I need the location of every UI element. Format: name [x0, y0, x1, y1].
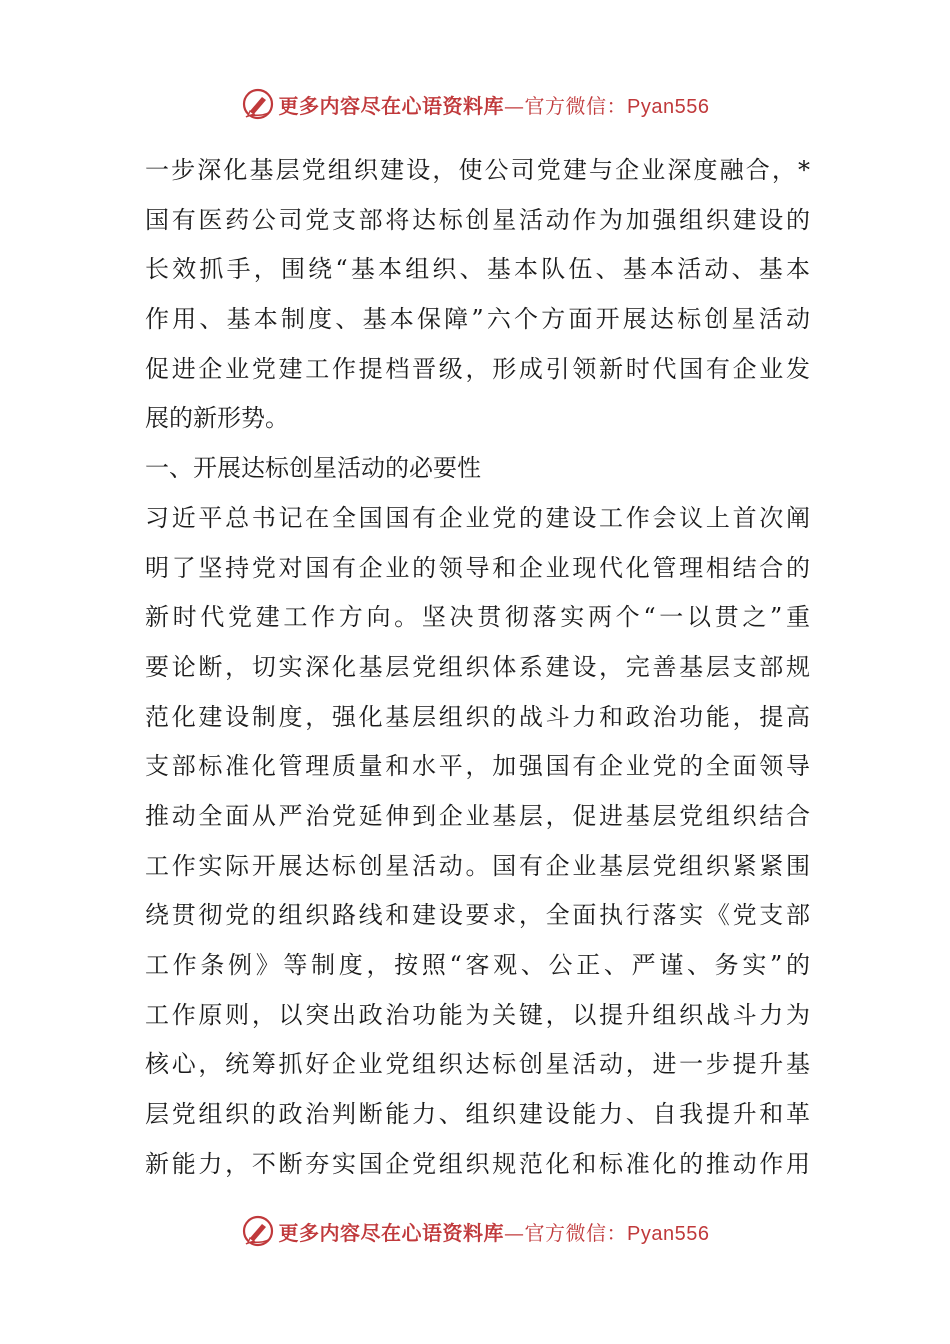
- text-line: 促进企业党建工作提档晋级，形成引领新时代国有企业发: [145, 354, 810, 383]
- banner-dash: —: [504, 1220, 525, 1245]
- text-line: 展的新形势。: [145, 404, 289, 433]
- pen-logo-icon: [241, 87, 275, 121]
- header-banner: [0, 82, 950, 126]
- text-line: 工作原则，以突出政治功能为关键，以提升组织战斗力为: [145, 1000, 810, 1029]
- banner-brand: 更多内容尽在心语资料库: [278, 93, 505, 118]
- text-line: 支部标准化管理质量和水平，加强国有企业党的全面领导: [145, 752, 810, 781]
- pen-logo-icon: [241, 1214, 275, 1248]
- banner-brand: 更多内容尽在心语资料库: [278, 1220, 505, 1245]
- text-line: 层党组织的政治判断能力、组织建设能力、自我提升和革: [145, 1100, 810, 1129]
- text-line: 一步深化基层党组织建设，使公司党建与企业深度融合，*: [145, 156, 810, 184]
- text-line: 推动全面从严治党延伸到企业基层，促进基层党组织结合: [145, 801, 810, 830]
- footer-banner: [0, 1209, 950, 1253]
- text-line: 新能力，不断夯实国企党组织规范化和标准化的推动作用: [145, 1149, 810, 1178]
- text-line: 长效抓手，围绕“基本组织、基本队伍、基本活动、基本: [145, 255, 810, 284]
- text-line: 范化建设制度，强化基层组织的战斗力和政治功能，提高: [145, 702, 810, 731]
- banner-dash: —: [504, 93, 525, 118]
- text-line: 工作条例》等制度，按照“客观、公正、严谨、务实”的: [145, 951, 810, 979]
- banner-official-label: 官方微信：: [524, 1220, 628, 1245]
- banner-wechat-id: Pyan556: [627, 95, 710, 118]
- section-heading: 一、开展达标创星活动的必要性: [145, 454, 481, 483]
- document-body: [145, 146, 810, 1189]
- text-line: 作用、基本制度、基本保障”六个方面开展达标创星活动: [145, 305, 810, 334]
- text-line: 核心，统筹抓好企业党组织达标创星活动，进一步提升基: [145, 1050, 810, 1079]
- text-line: 新时代党建工作方向。坚决贯彻落实两个“一以贯之”重: [145, 603, 810, 632]
- banner-text: [279, 1217, 710, 1246]
- text-line: 明了坚持党对国有企业的领导和企业现代化管理相结合的: [145, 553, 810, 582]
- banner-text: [279, 90, 710, 119]
- text-line: 国有医药公司党支部将达标创星活动作为加强组织建设的: [145, 205, 810, 234]
- text-line: 绕贯彻党的组织路线和建设要求，全面执行落实《党支部: [145, 901, 810, 930]
- banner-official-label: 官方微信：: [524, 93, 628, 118]
- banner-wechat-id: Pyan556: [627, 1222, 710, 1245]
- text-line: 工作实际开展达标创星活动。国有企业基层党组织紧紧围: [145, 851, 810, 880]
- text-line: 习近平总书记在全国国有企业党的建设工作会议上首次阐: [145, 503, 810, 532]
- text-line: 要论断，切实深化基层党组织体系建设，完善基层支部规: [145, 652, 810, 681]
